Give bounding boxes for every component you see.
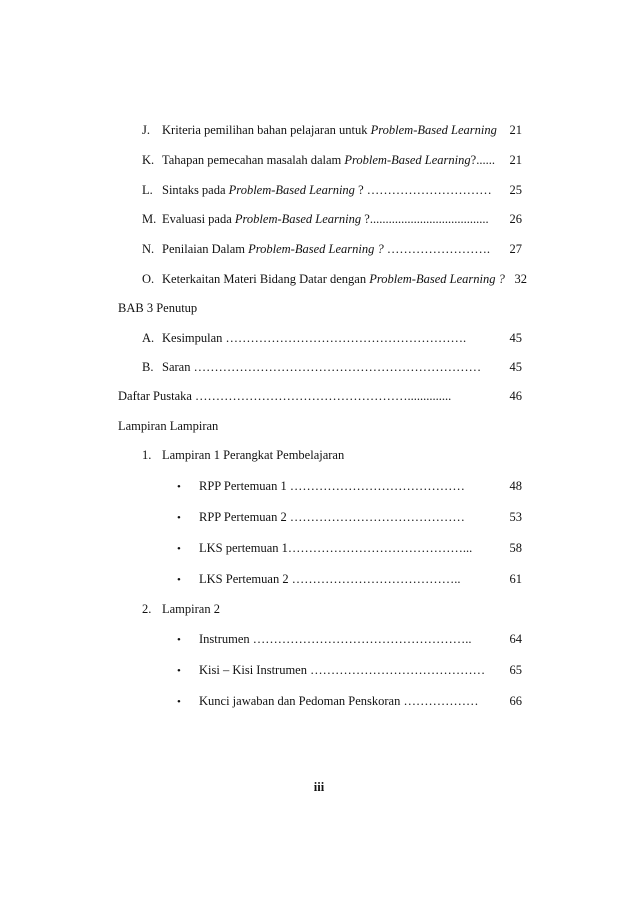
- entry-text-italic: Problem-Based Learning ?: [248, 242, 384, 256]
- entry-marker: 1.: [142, 448, 152, 462]
- page-number: 46: [509, 389, 522, 403]
- entry-marker: O.: [142, 272, 155, 286]
- toc-entry-n: [142, 240, 522, 258]
- toc-chapter-lampiran: [118, 417, 418, 435]
- bullet-icon: •: [177, 665, 181, 677]
- entry-text-italic: Problem-Based Learning: [234, 212, 362, 226]
- toc-chapter-bab3: [118, 299, 418, 317]
- entry-text: [162, 240, 500, 258]
- toc-subentry: [177, 477, 522, 495]
- toc-entry-m: [142, 210, 522, 228]
- entry-leader: …………………….: [383, 242, 490, 256]
- entry-leader: ?......................................: [361, 212, 489, 226]
- entry-text: [162, 121, 500, 139]
- bullet-icon: •: [177, 696, 181, 708]
- entry-text: [162, 270, 517, 288]
- entry-marker: M.: [142, 212, 157, 226]
- entry-text-plain: Penilaian Dalam: [162, 242, 249, 256]
- toc-entry-l: [142, 181, 522, 199]
- page-number: 53: [509, 510, 522, 524]
- chapter-title: BAB 3 Penutup: [118, 301, 198, 315]
- entry-text: [162, 151, 500, 169]
- bullet-icon: •: [177, 634, 181, 646]
- entry-text-plain: Kriteria pemilihan bahan pelajaran untuk: [162, 123, 371, 137]
- page-number: 48: [509, 479, 522, 493]
- entry-text: Kesimpulan ………………………………………………….: [162, 331, 467, 345]
- entry-text: RPP Pertemuan 2 ……………………………………: [199, 510, 465, 524]
- page-number: 32: [514, 272, 527, 286]
- entry-text-italic: Problem-Based Learning: [228, 183, 355, 197]
- entry-text-italic: Problem-Based Learning ?: [369, 272, 505, 286]
- page-number: 64: [509, 632, 522, 646]
- toc-entry-lampiran-2: [142, 600, 522, 618]
- toc-entry-a: [142, 329, 522, 347]
- entry-text: Kunci jawaban dan Pedoman Penskoran ………………: [199, 694, 479, 708]
- entry-text-plain: Keterkaitan Materi Bidang Datar dengan: [162, 272, 370, 286]
- page-number: 58: [509, 541, 522, 555]
- entry-text: Kisi – Kisi Instrumen ……………………………………: [199, 663, 486, 677]
- toc-subentry: [177, 692, 522, 710]
- toc-subentry: [177, 539, 522, 557]
- chapter-title: Lampiran Lampiran: [118, 419, 219, 433]
- page-number: 45: [509, 331, 522, 345]
- entry-marker: 2.: [142, 602, 152, 616]
- page-number: 65: [509, 663, 522, 677]
- toc-entry-lampiran-1: [142, 446, 522, 464]
- page-number: 26: [509, 212, 522, 226]
- entry-text: Daftar Pustaka ……………………………………………..............: [118, 389, 452, 403]
- entry-leader: ? …………………………: [354, 183, 492, 197]
- bullet-icon: •: [177, 481, 181, 493]
- entry-text: Lampiran 1 Perangkat Pembelajaran: [162, 448, 345, 462]
- toc-entry-j: [142, 121, 522, 139]
- page-number: 27: [509, 242, 522, 256]
- entry-text: Lampiran 2: [162, 602, 220, 616]
- toc-entry-daftar-pustaka: [118, 387, 522, 405]
- page-number: 61: [509, 572, 522, 586]
- entry-text: LKS pertemuan 1……………………………………...: [199, 541, 473, 555]
- toc-subentry: [177, 570, 522, 588]
- toc-entry-o: [142, 270, 527, 288]
- entry-marker: B.: [142, 360, 154, 374]
- bullet-icon: •: [177, 574, 181, 586]
- entry-text: [162, 210, 500, 228]
- toc-entry-b: [142, 358, 522, 376]
- entry-text-plain: Sintaks pada: [162, 183, 229, 197]
- entry-text-plain: Tahapan pemecahan masalah dalam: [162, 153, 345, 167]
- entry-text-italic: Problem-Based Learning: [344, 153, 471, 167]
- toc-subentry: [177, 661, 522, 679]
- page-folio: iii: [313, 780, 325, 794]
- entry-marker: J.: [142, 123, 150, 137]
- page-number: 21: [509, 123, 522, 137]
- entry-marker: A.: [142, 331, 155, 345]
- bullet-icon: •: [177, 512, 181, 524]
- toc-entry-k: [142, 151, 522, 169]
- entry-text: Saran ……………………………………………………………: [162, 360, 482, 374]
- entry-leader: ?......: [470, 153, 495, 167]
- entry-text: [162, 181, 500, 199]
- bullet-icon: •: [177, 543, 181, 555]
- page-number: 66: [509, 694, 522, 708]
- page-number: 45: [509, 360, 522, 374]
- entry-text-italic: Problem-Based Learning: [370, 123, 497, 137]
- entry-text: RPP Pertemuan 1 ……………………………………: [199, 479, 465, 493]
- entry-marker: K.: [142, 153, 155, 167]
- toc-subentry: [177, 508, 522, 526]
- entry-marker: N.: [142, 242, 155, 256]
- entry-text: Instrumen ……………………………………………..: [199, 632, 472, 646]
- toc-subentry: [177, 630, 522, 648]
- entry-text: LKS Pertemuan 2 …………………………………..: [199, 572, 461, 586]
- entry-text-plain: Evaluasi pada: [162, 212, 235, 226]
- page-number: 25: [509, 183, 522, 197]
- page-number: 21: [509, 153, 522, 167]
- entry-marker: L.: [142, 183, 153, 197]
